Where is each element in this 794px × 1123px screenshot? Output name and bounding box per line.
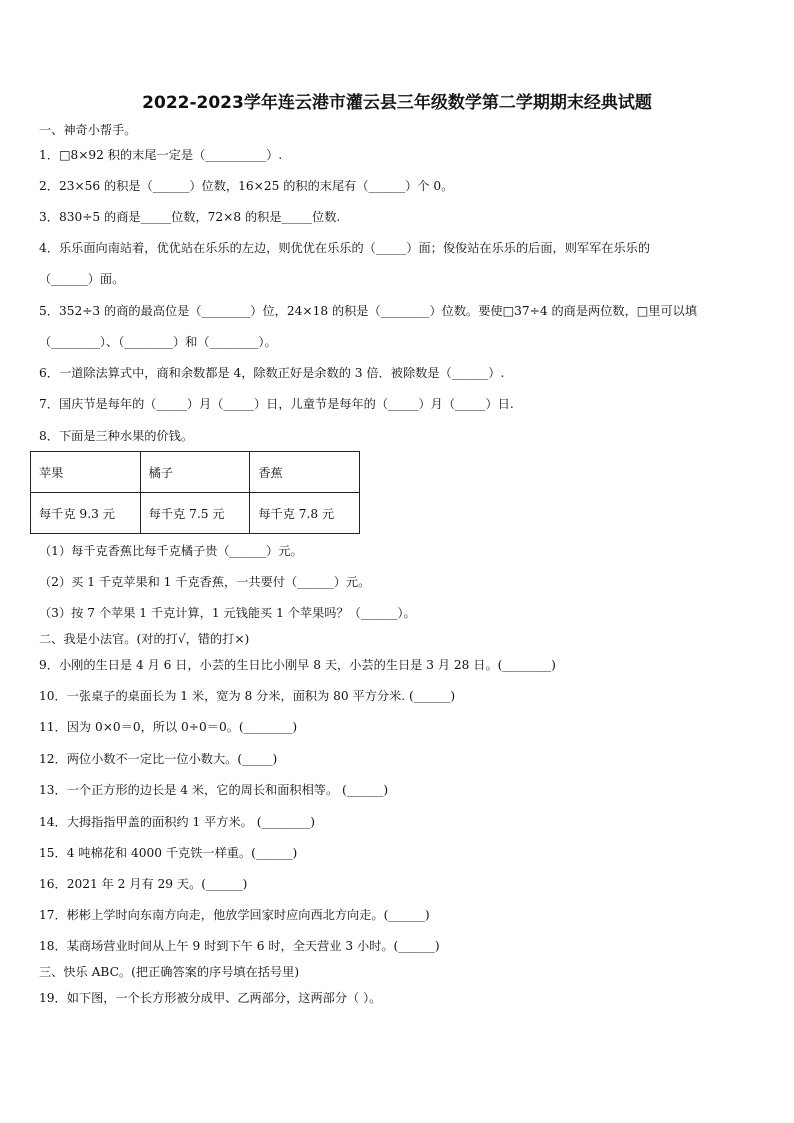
section-heading: 一、神奇小帮手。 — [39, 123, 137, 137]
question-1: 1．□8×92 积的末尾一定是（__________）. — [39, 148, 283, 162]
question-4-continued: （______）面。 — [39, 272, 125, 286]
question-2: 2．23×56 的积是（______）位数，16×25 的积的末尾有（______）个 0。 — [39, 179, 454, 193]
question-19: 19．如下图，一个长方形被分成甲、乙两部分，这两部分（ ）。 — [39, 991, 382, 1005]
table-header-cell: 橘子 — [140, 452, 250, 493]
section-heading: 二、我是小法官。(对的打√，错的打×) — [39, 632, 250, 646]
table-cell: 每千克 7.8 元 — [250, 493, 360, 534]
question-10: 10．一张桌子的桌面长为 1 米，宽为 8 分米，面积为 80 平方分米. (______) — [39, 689, 456, 703]
question-6: 6．一道除法算式中，商和余数都是 4，除数正好是余数的 3 倍．被除数是（______）. — [39, 366, 505, 380]
fruit-price-table — [30, 451, 360, 534]
section-heading: 三、快乐 ABC。(把正确答案的序号填在括号里) — [39, 965, 300, 979]
question-14: 14．大拇指指甲盖的面积约 1 平方米。 (________) — [39, 815, 315, 829]
question-17: 17．彬彬上学时向东南方向走，他放学回家时应向西北方向走。(______) — [39, 908, 430, 922]
question-5-continued: （________）、（________）和（________）。 — [39, 335, 277, 349]
question-8-part-3: （3）按 7 个苹果 1 千克计算，1 元钱能买 1 个苹果吗？（______）。 — [39, 606, 416, 620]
table-header-cell: 苹果 — [31, 452, 141, 493]
page-title: 2022-2023学年连云港市灌云县三年级数学第二学期期末经典试题 — [142, 93, 652, 113]
table-row — [31, 452, 360, 493]
question-18: 18．某商场营业时间从上午 9 时到下午 6 时，全天营业 3 小时。(______) — [39, 939, 440, 953]
question-11: 11．因为 0×0＝0，所以 0÷0＝0。(________) — [39, 720, 298, 734]
question-12: 12．两位小数不一定比一位小数大。(_____) — [39, 752, 278, 766]
table-cell: 每千克 7.5 元 — [140, 493, 250, 534]
question-15: 15．4 吨棉花和 4000 千克铁一样重。(______) — [39, 846, 298, 860]
table-row — [31, 493, 360, 534]
table-header-cell: 香蕉 — [250, 452, 360, 493]
question-7: 7．国庆节是每年的（_____）月（_____）日，儿童节是每年的（_____）月（_____）日. — [39, 397, 514, 411]
question-13: 13．一个正方形的边长是 4 米，它的周长和面积相等。 (______) — [39, 783, 389, 797]
question-5: 5．352÷3 的商的最高位是（________）位，24×18 的积是（________）位数。要使□37÷4 的商是两位数，□里可以填 — [39, 304, 698, 318]
question-3: 3．830÷5 的商是_____位数，72×8 的积是_____位数. — [39, 210, 341, 224]
question-4: 4．乐乐面向南站着，优优站在乐乐的左边，则优优在乐乐的（_____）面；俊俊站在乐乐的后面，则军军在乐乐的 — [39, 241, 651, 255]
question-8-part-2: （2）买 1 千克苹果和 1 千克香蕉，一共要付（______）元。 — [39, 575, 371, 589]
question-8-part-1: （1）每千克香蕉比每千克橘子贵（______）元。 — [39, 544, 303, 558]
question-16: 16．2021 年 2 月有 29 天。(______) — [39, 877, 248, 891]
table-cell: 每千克 9.3 元 — [31, 493, 141, 534]
question-8: 8．下面是三种水果的价钱。 — [39, 429, 194, 443]
question-9: 9．小刚的生日是 4 月 6 日，小芸的生日比小刚早 8 天，小芸的生日是 3 月 28 日。(________) — [39, 658, 556, 672]
